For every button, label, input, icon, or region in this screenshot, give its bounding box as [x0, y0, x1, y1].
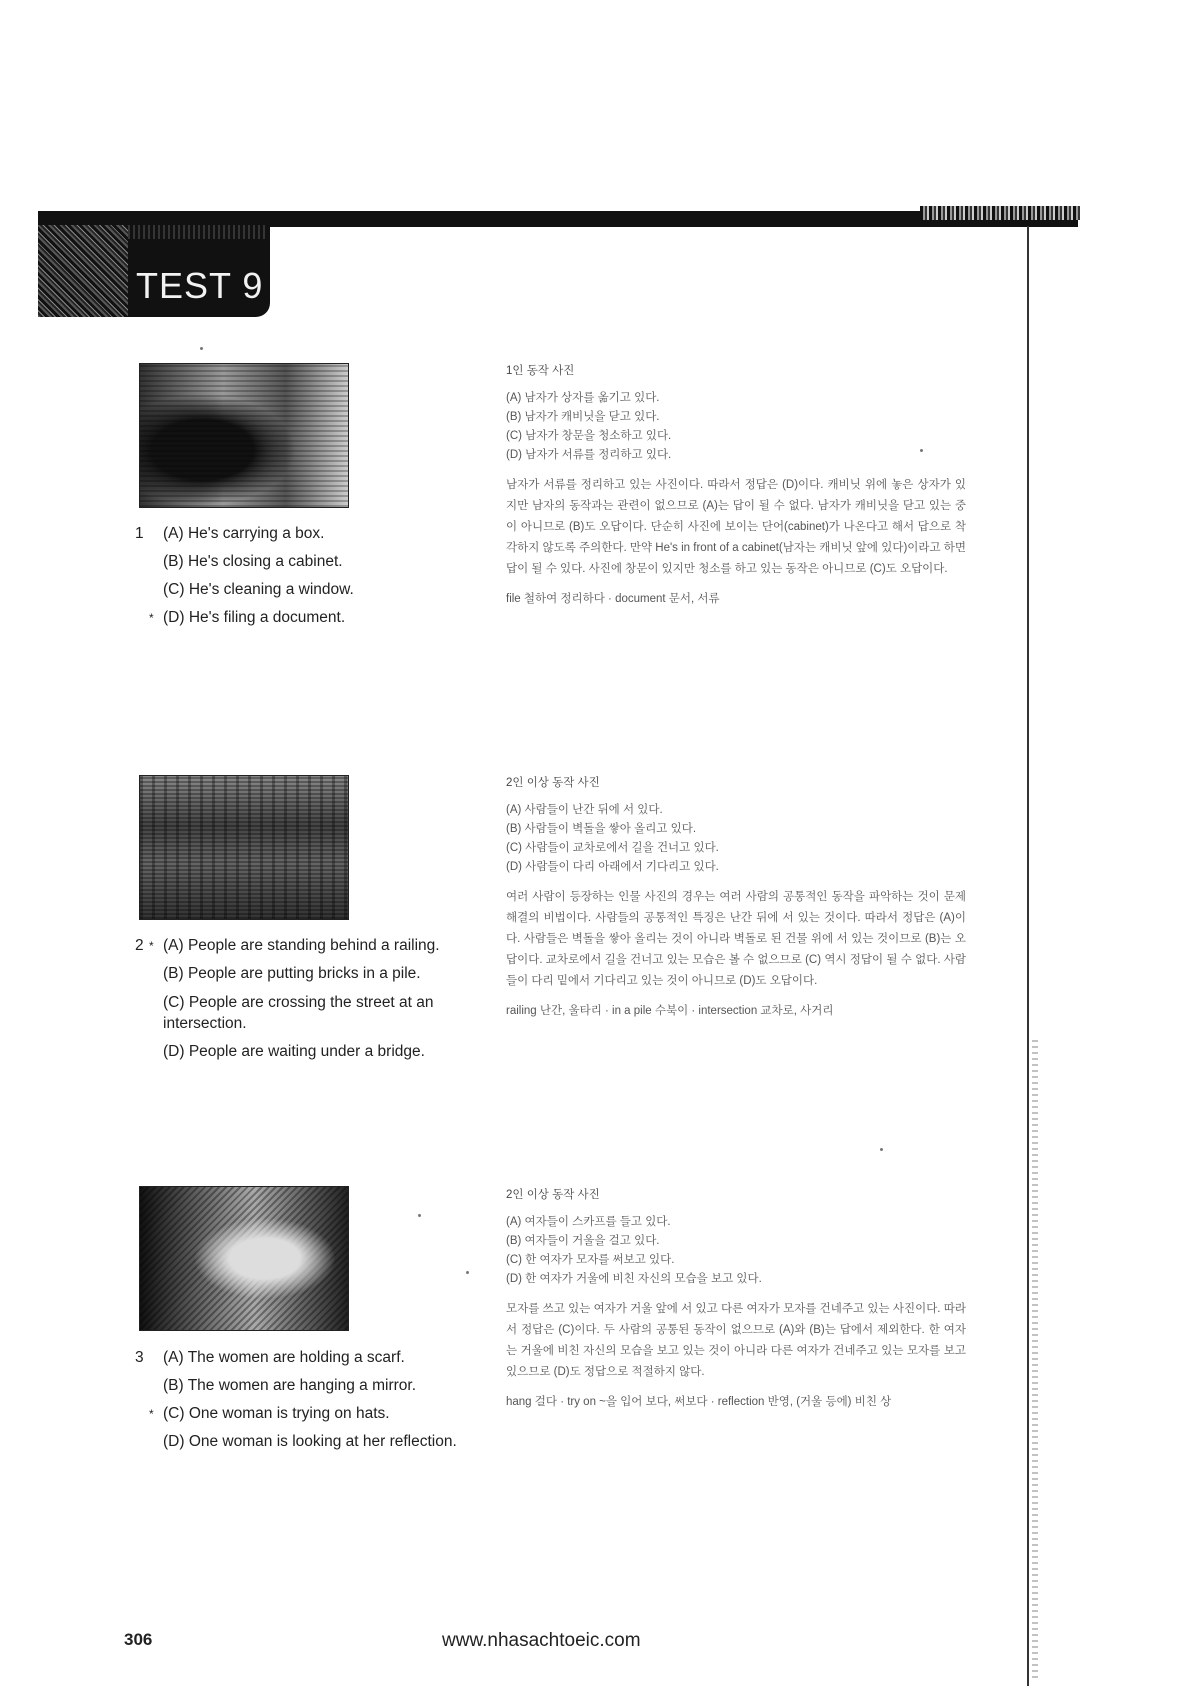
- explanation-heading: 1인 동작 사진: [506, 365, 575, 377]
- question-2-photo: [139, 775, 349, 920]
- page-number: 306: [124, 1630, 153, 1649]
- question-2: [135, 932, 453, 1066]
- page-edge-dots: [1032, 1040, 1038, 1680]
- explanation-1: [506, 362, 966, 609]
- explanation-option: (A) 여자들이 스카프를 들고 있다.: [506, 1216, 671, 1228]
- explanation-option: (D) 남자가 서류를 정리하고 있다.: [506, 449, 672, 461]
- scan-speck: [200, 347, 203, 350]
- explanation-option: (B) 사람들이 벽돌을 쌓아 올리고 있다.: [506, 823, 697, 835]
- question-number: 2: [135, 937, 144, 954]
- question-1: [135, 520, 354, 632]
- explanation-vocab: railing 난간, 울타리 · in a pile 수북이 · intersection 교차로, 사거리: [506, 1005, 834, 1017]
- question-3: [135, 1344, 457, 1456]
- answer-mark: *: [149, 939, 154, 953]
- explanation-option: (C) 남자가 창문을 청소하고 있다.: [506, 430, 672, 442]
- scan-speck: [920, 449, 923, 452]
- option-c: (C) People are crossing the street at an intersection.: [163, 994, 434, 1032]
- explanation-heading: 2인 이상 동작 사진: [506, 1189, 600, 1201]
- explanation-heading: 2인 이상 동작 사진: [506, 777, 600, 789]
- header-bar-texture: [920, 206, 1080, 220]
- option-a: (A) The women are holding a scarf.: [163, 1349, 405, 1366]
- option-b: (B) He's closing a cabinet.: [163, 553, 343, 570]
- explanation-paragraph: 남자가 서류를 정리하고 있는 사진이다. 따라서 정답은 (D)이다. 캐비닛 위에 놓은 상자가 있지만 남자의 동작과는 관련이 없으므로 (A)는 답이 될 수 없다. 남자가 캐비닛을 닫고 있는 중이 아니므로 (B)도 오답이다. 단순히 사진에 보이는 단어(cabinet)가 나온다고 해서 답으로 착각하지 않도록 주의한다. 만약 He's in front of a cabinet(남자는 캐비닛 앞에 있다)이라고 하면 답이 될 수 있다. 사진에 창문이 있지만 청소를 하고 있는 동작은 아니므로 (C)도 오답이다.: [506, 479, 967, 575]
- answer-mark: *: [149, 611, 154, 625]
- option-d: (D) People are waiting under a bridge.: [163, 1043, 425, 1060]
- option-d: (D) He's filing a document.: [163, 609, 346, 626]
- explanation-option: (B) 남자가 캐비닛을 닫고 있다.: [506, 411, 660, 423]
- question-3-photo: [139, 1186, 349, 1331]
- explanation-option: (A) 사람들이 난간 뒤에 서 있다.: [506, 804, 663, 816]
- explanation-3: [506, 1186, 966, 1412]
- website-url: www.nhasachtoeic.com: [442, 1630, 641, 1651]
- explanation-vocab: file 철하여 정리하다 · document 문서, 서류: [506, 593, 720, 605]
- test-title: TEST 9: [136, 265, 264, 306]
- explanation-paragraph: 여러 사람이 등장하는 인물 사진의 경우는 여러 사람의 공통적인 동작을 파악하는 것이 문제 해결의 비법이다. 사람들의 공통적인 특징은 난간 뒤에 서 있는 것이다. 따라서 정답은 (A)이다. 사람들은 벽돌을 쌓아 올리는 것이 아니라 벽돌로 된 건물 위에 서 있는 것이므로 (B)는 오답이다. 교차로에서 길을 건너고 있는 모습은 볼 수 없으므로 (C) 역시 정답이 될 수 없다. 사람들이 다리 밑에서 기다리고 있는 것이 아니므로 (D)도 오답이다.: [506, 891, 966, 987]
- tab-texture-icon: [38, 225, 128, 317]
- explanation-option: (B) 여자들이 거울을 걸고 있다.: [506, 1235, 660, 1247]
- explanation-option: (D) 사람들이 다리 아래에서 기다리고 있다.: [506, 861, 719, 873]
- answer-mark: *: [149, 1407, 154, 1421]
- explanation-paragraph: 모자를 쓰고 있는 여자가 거울 앞에 서 있고 다른 여자가 모자를 건네주고 있는 사진이다. 따라서 정답은 (C)이다. 두 사람의 공통된 동작이 없으므로 (A)와 (B)는 답에서 제외한다. 한 여자는 거울에 비친 자신의 모습을 보고 있는 것이 아니라 다른 여자가 건네주고 있는 모자를 보고 있으므로 (D)도 정답으로 적절하지 않다.: [506, 1303, 966, 1378]
- question-number: 3: [135, 1349, 144, 1366]
- page-edge-line: [1027, 226, 1029, 1686]
- option-c: (C) One woman is trying on hats.: [163, 1405, 390, 1422]
- option-a: (A) He's carrying a box.: [163, 525, 325, 542]
- option-c: (C) He's cleaning a window.: [163, 581, 354, 598]
- explanation-2: [506, 774, 966, 1021]
- question-1-photo: [139, 363, 349, 508]
- explanation-option: (A) 남자가 상자를 옮기고 있다.: [506, 392, 660, 404]
- option-b: (B) People are putting bricks in a pile.: [163, 965, 421, 982]
- scan-speck: [880, 1148, 883, 1151]
- explanation-vocab: hang 걸다 · try on ~을 입어 보다, 써보다 · reflection 반영, (거울 등에) 비친 상: [506, 1396, 892, 1408]
- scan-speck: [466, 1271, 469, 1274]
- explanation-option: (C) 한 여자가 모자를 써보고 있다.: [506, 1254, 675, 1266]
- option-d: (D) One woman is looking at her reflection.: [163, 1433, 457, 1450]
- explanation-option: (D) 한 여자가 거울에 비친 자신의 모습을 보고 있다.: [506, 1273, 762, 1285]
- option-b: (B) The women are hanging a mirror.: [163, 1377, 416, 1394]
- question-number: 1: [135, 525, 144, 542]
- tab-texture-strip: [128, 225, 268, 239]
- scan-speck: [418, 1214, 421, 1217]
- test-tab: [38, 225, 270, 317]
- option-a: (A) People are standing behind a railing.: [163, 937, 440, 954]
- explanation-option: (C) 사람들이 교차로에서 길을 건너고 있다.: [506, 842, 719, 854]
